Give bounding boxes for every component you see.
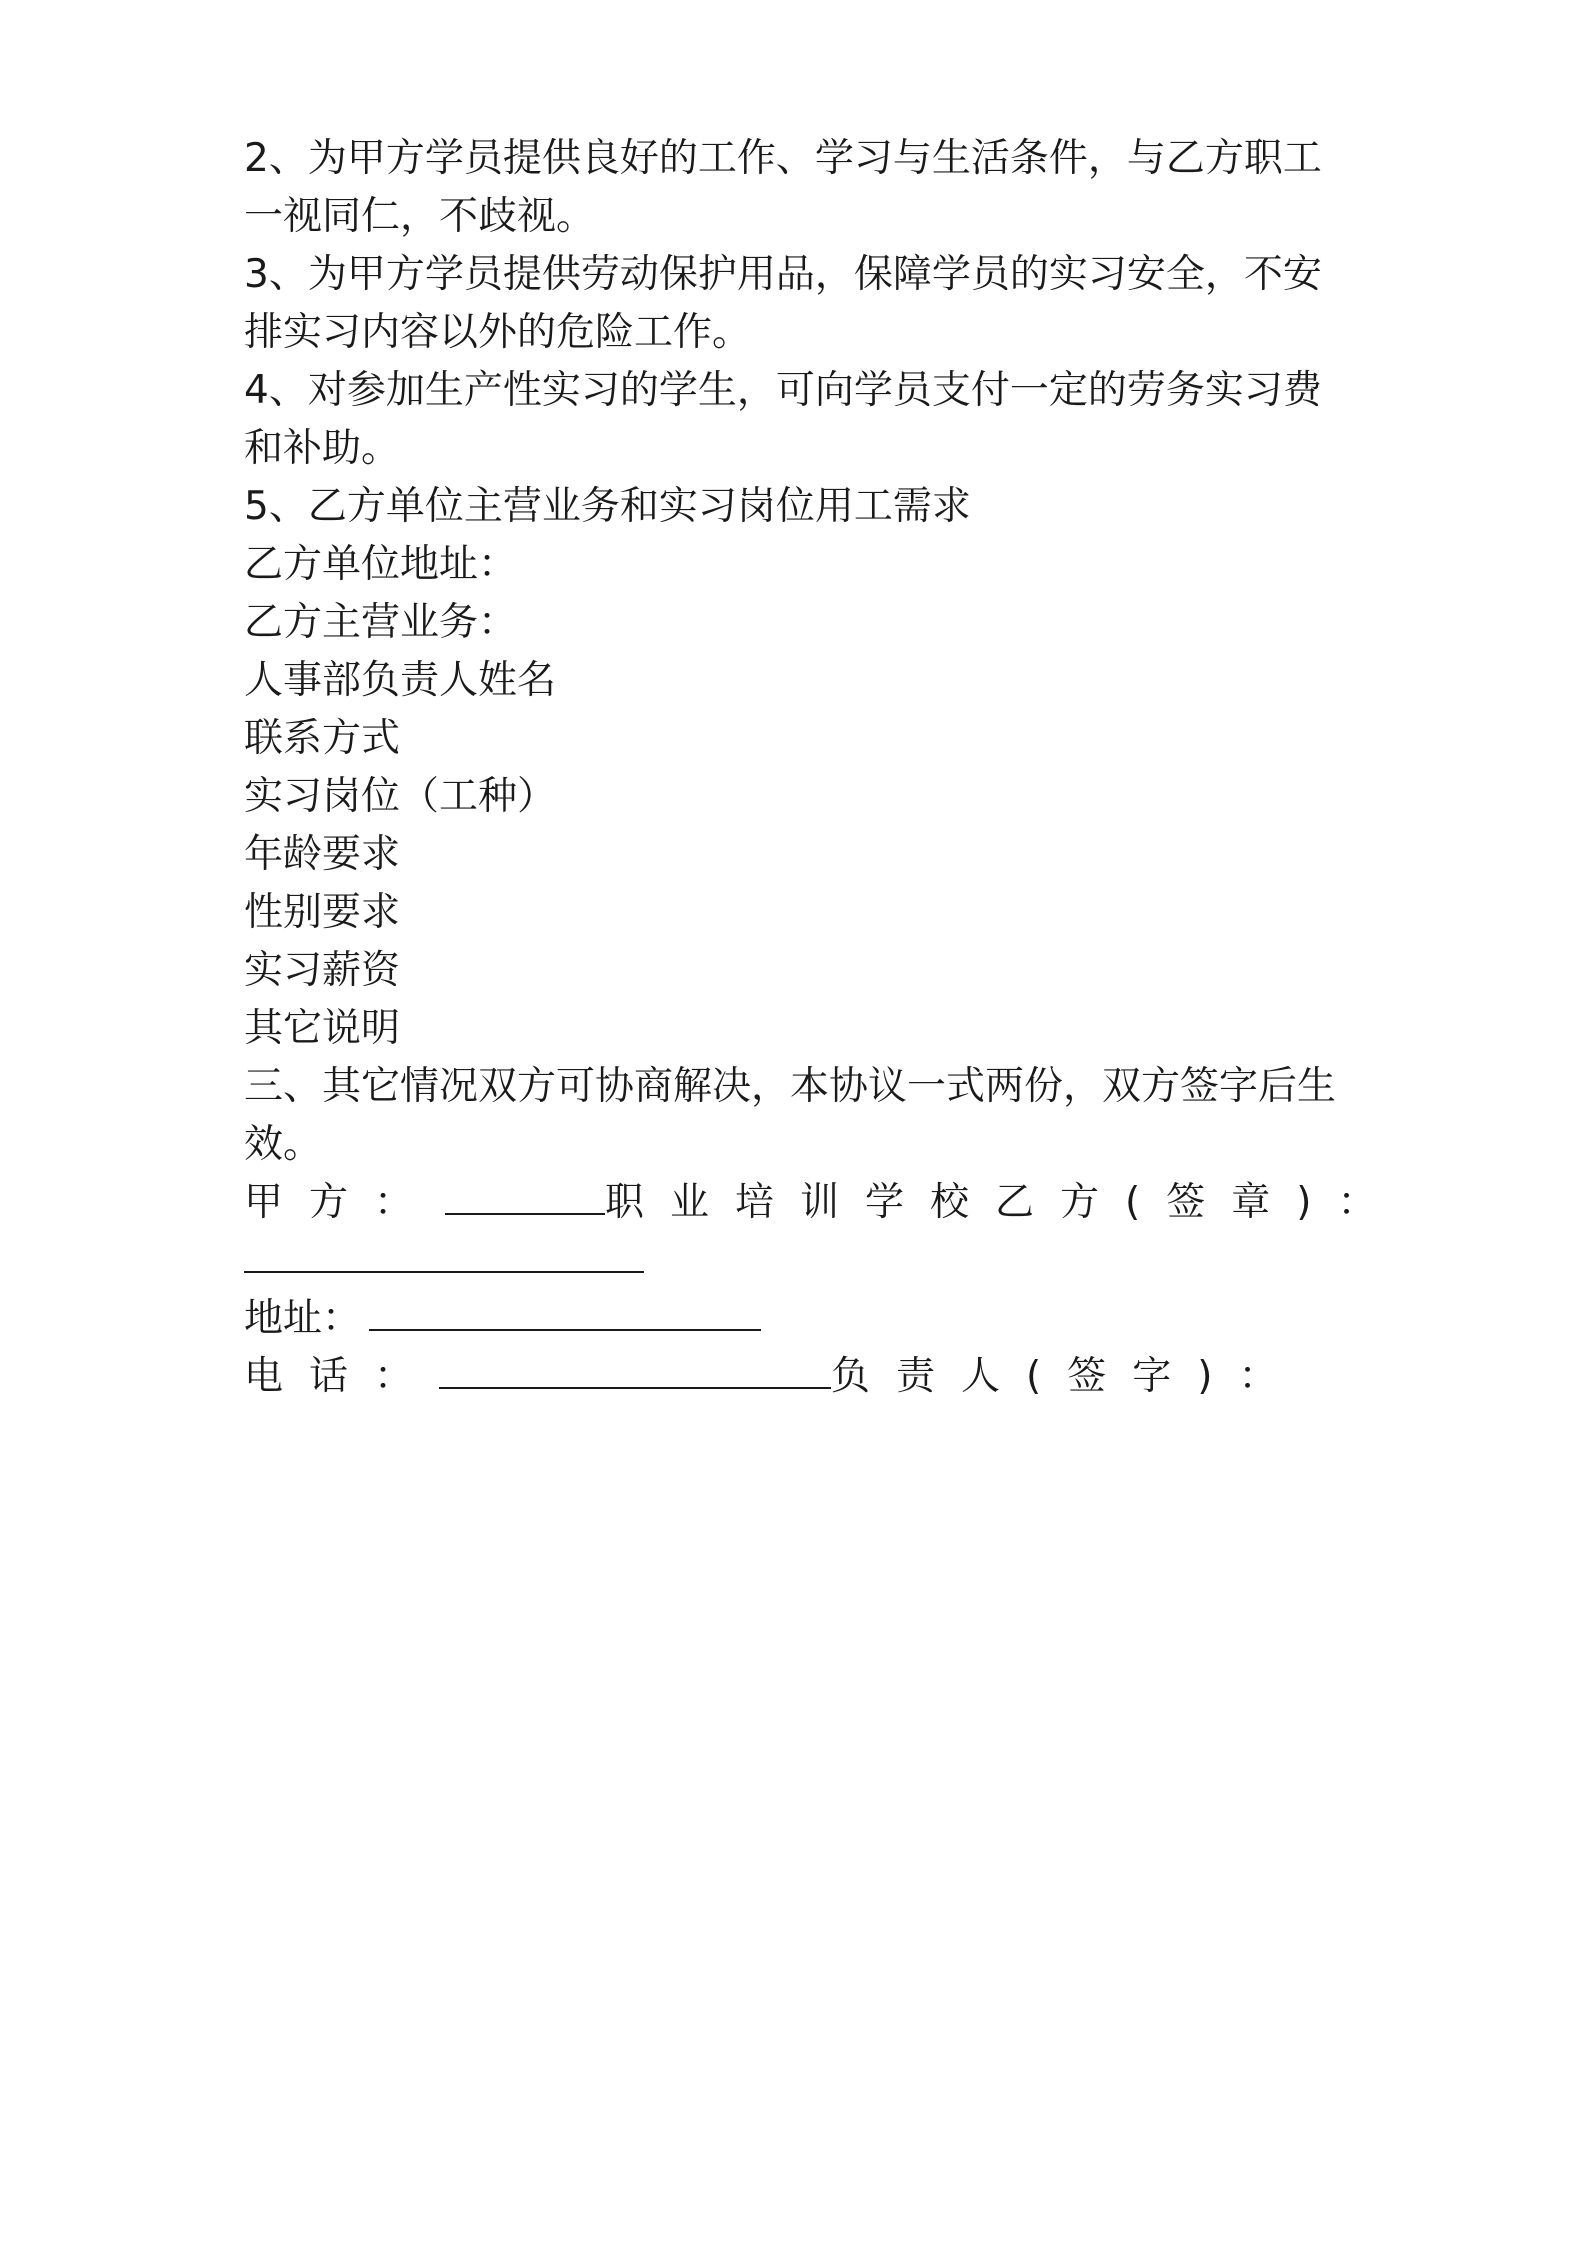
party-a-school-name: 职业培训学校: [605, 1180, 996, 1225]
signature-row-address: [244, 1294, 761, 1344]
field-contact-method: 联系方式: [244, 716, 401, 761]
field-position: 实习岗位（工种）: [244, 774, 557, 819]
field-other: 其它说明: [244, 1006, 401, 1051]
clause-2-line-2: 一视同仁，不歧视。: [244, 194, 596, 239]
clause-2-line-1: 2、为甲方学员提供良好的工作、学习与生活条件，与乙方职工: [244, 136, 1322, 181]
party-a-label: 甲方：: [244, 1180, 440, 1225]
signature-row-party-b-blank: [244, 1236, 644, 1286]
field-salary: 实习薪资: [244, 948, 401, 993]
clause-3-line-1: 3、为甲方学员提供劳动保护用品，保障学员的实习安全，不安: [244, 252, 1322, 297]
phone-label: 电话：: [244, 1354, 440, 1399]
party-b-seal-label: 乙方(签章)：: [995, 1180, 1403, 1225]
field-hr-contact: 人事部负责人姓名: [244, 658, 557, 703]
clause-4-line-2: 和补助。: [244, 426, 401, 471]
clause-3-line-2: 排实习内容以外的危险工作。: [244, 310, 752, 355]
section-3-line-2: 效。: [244, 1122, 323, 1167]
party-a-name-blank[interactable]: [445, 1181, 605, 1215]
field-gender: 性别要求: [244, 890, 401, 935]
section-3-line-1: 三、其它情况双方可协商解决，本协议一式两份，双方签字后生: [244, 1064, 1337, 1109]
signature-row-phone: [244, 1352, 1303, 1402]
field-address: 乙方单位地址：: [244, 542, 518, 587]
responsible-signature-label: 负责人(签字)：: [831, 1354, 1304, 1399]
clause-5-heading: 5、乙方单位主营业务和实习岗位用工需求: [244, 484, 971, 529]
signature-row-party-a: [244, 1178, 1402, 1228]
address-blank[interactable]: [369, 1297, 761, 1331]
field-business: 乙方主营业务：: [244, 600, 518, 645]
field-age: 年龄要求: [244, 832, 401, 877]
clause-4-line-1: 4、对参加生产性实习的学生，可向学员支付一定的劳务实习费: [244, 368, 1322, 413]
party-b-seal-blank[interactable]: [244, 1239, 644, 1273]
address-label: 地址：: [244, 1296, 362, 1341]
phone-blank[interactable]: [439, 1355, 831, 1389]
